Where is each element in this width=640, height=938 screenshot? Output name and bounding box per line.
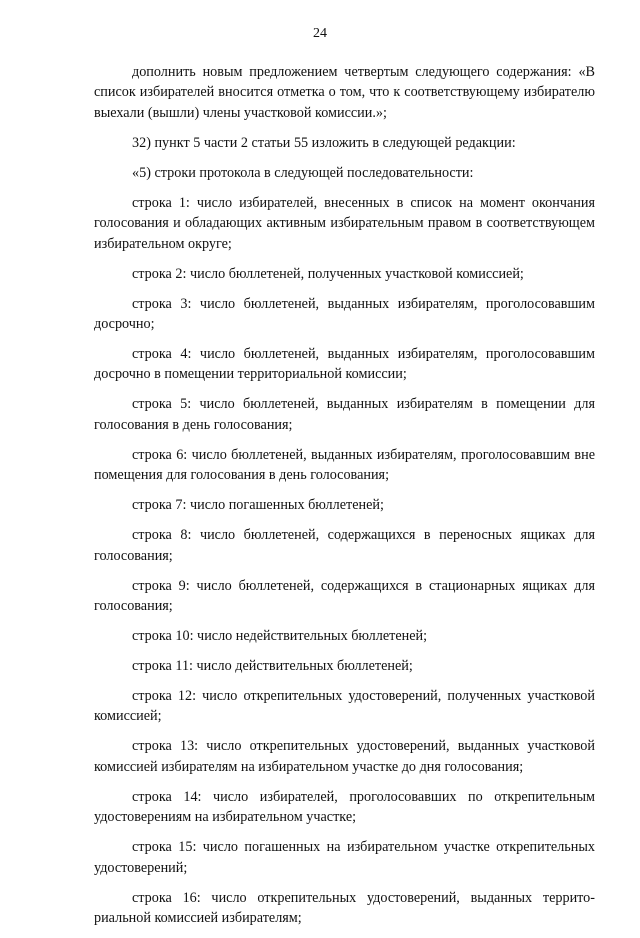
paragraph-line-6: строка 6: число бюллетеней, выданных избирателям, проголосовавшим вне помещения для голосования в день голосования;: [94, 446, 595, 484]
paragraph-line-7: строка 7: число погашенных бюллетеней;: [132, 497, 384, 514]
paragraph-line-1: строка 1: число избирателей, внесенных в список на момент окончания голосования и обладающих активным избирательным правом в соответствующем избирательном округе;: [94, 194, 595, 252]
paragraph-line-11: строка 11: число действительных бюллетеней;: [132, 658, 413, 675]
paragraph-line-10: строка 10: число недействительных бюллетеней;: [132, 628, 428, 645]
paragraph-item-32: 32) пункт 5 части 2 статьи 55 изложить в следующей редакции:: [132, 134, 516, 151]
page-number: 24: [313, 26, 327, 41]
paragraph-line-9: строка 9: число бюллетеней, содержащихся в стационарных ящиках для голосования;: [94, 577, 595, 615]
paragraph-line-12: строка 12: число открепительных удостоверений, полученных участковой комиссией;: [94, 688, 595, 725]
paragraph-line-2: строка 2: число бюллетеней, полученных участковой комиссией;: [132, 265, 524, 282]
paragraph-line-13: строка 13: число открепительных удостоверений, выданных участковой комиссией избирателям на избирательном участке до дня голосования;: [94, 738, 595, 775]
document-body: [94, 62, 595, 938]
paragraph-line-14: строка 14: число избирателей, проголосовавших по открепительным удостоверениям на избирательном участке;: [94, 788, 595, 826]
paragraph-line-15: строка 15: число погашенных на избирательном участке открепительных удостоверений;: [94, 839, 595, 876]
paragraph-line-4: строка 4: число бюллетеней, выданных избирателям, проголосовавшим досрочно в помещении территориальной комиссии;: [94, 346, 595, 383]
paragraph-intro: дополнить новым предложением четвертым следующего содержания: «В список избирателей вносится отметка о том, что к соответствующему избирателю выехали (вышли) члены участковой комиссии.»;: [94, 64, 595, 121]
paragraph-point-5: «5) строки протокола в следующей последовательности:: [132, 164, 474, 181]
paragraph-line-3: строка 3: число бюллетеней, выданных избирателям, проголосовавшим досрочно;: [94, 295, 595, 333]
paragraph-line-16: строка 16: число открепительных удостоверений, выданных территориальной комиссией избирателям;: [94, 889, 595, 927]
paragraph-line-8: строка 8: число бюллетеней, содержащихся в переносных ящиках для голосования;: [94, 527, 595, 564]
paragraph-line-5: строка 5: число бюллетеней, выданных избирателям в помещении для голосования в день голосования;: [94, 396, 595, 433]
